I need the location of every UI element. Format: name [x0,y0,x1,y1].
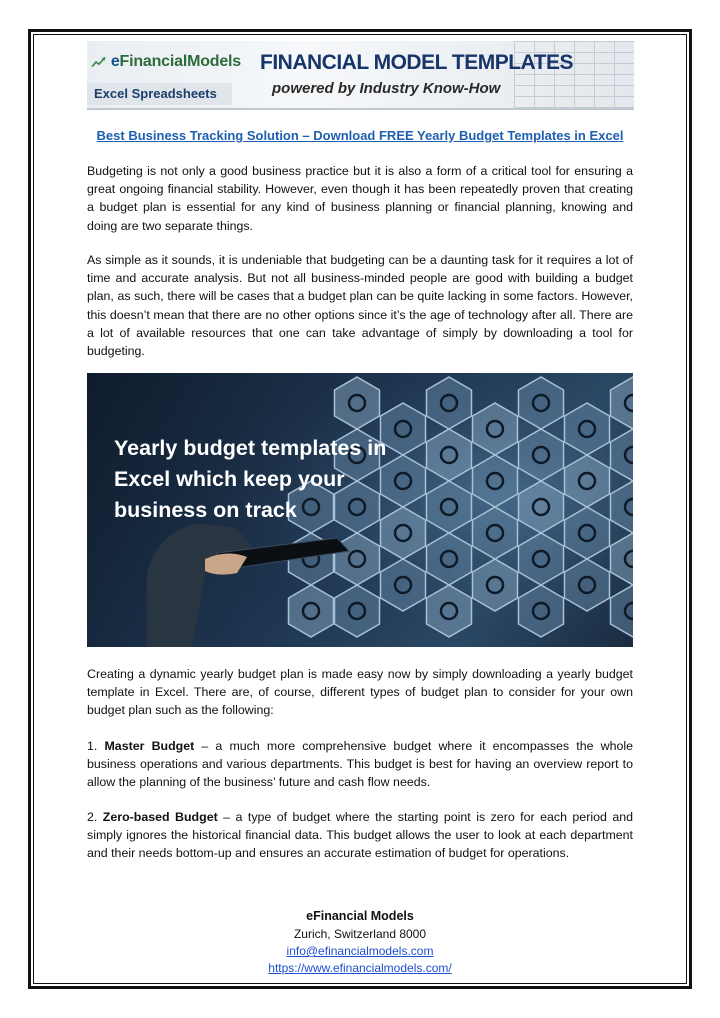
banner-title: FINANCIAL MODEL TEMPLATES [260,51,573,74]
hero-image [87,373,633,647]
paragraph-resources: As simple as it sounds, it is undeniable that budgeting can be a daunting task for it requires a lot of time and accurate analysis. But not all business-minded people are good with building a budget plan, as such, there will be cases that a budget plan can be quite lacking in some factors. However, this doesn’t mean that there are no other options since it’s the age of technology after all. There are a lot of available resources that one can take advantage of simply by downloading a tool for budgeting. [87,253,633,359]
footer-website-link[interactable]: https://www.efinancialmodels.com/ [268,961,452,975]
list-number: 1. [87,739,105,753]
chart-arrow-icon [91,50,107,74]
footer-address: Zurich, Switzerland 8000 [293,927,427,941]
zero-based-budget-description: – a type of budget where the starting point is zero for each period and simply ignores the historical financial data. This budget allows the user to look at each department and their needs bottom-up and ensures an accurate estimation of budget for operations. [87,810,633,861]
list-number: 2. [87,810,103,824]
master-budget-description: – a much more comprehensive budget where it encompasses the whole business operations and various departments. This budget is best for having an overview report to allow the planning of the business’ future and cash flow needs. [87,739,634,790]
banner-tagline: powered by Industry Know-How [272,80,501,97]
term-master-budget: Master Budget [104,739,195,753]
hero-caption: Yearly budget templates in Excel which keep your business on track [114,436,387,522]
logo-name: FinancialModels [119,53,241,70]
banner-subtitle: Excel Spreadsheets [87,83,232,105]
paragraph-budget-types: Creating a dynamic yearly budget plan is made easy now by simply downloading a yearly budget template in Excel. There are, of course, different types of budget plan to consider for your own budget plan such as the following: [87,667,633,718]
paragraph-intro: Budgeting is not only a good business practice but it is also a form of a critical tool for ensuring a great ongoing financial stability. However, even though it has been repeatedly proven that creating a budget plan is essential for any kind of business planning or financial planning, knowing and doing are two separate things. [87,164,633,233]
term-zero-based-budget: Zero-based Budget [102,810,218,824]
article-heading[interactable]: Best Business Tracking Solution – Download FREE Yearly Budget Templates in Excel [96,128,624,143]
footer-company: eFinancial Models [306,909,414,923]
paragraph-master-budget [87,737,633,792]
footer-email-link[interactable]: info@efinancialmodels.com [286,944,434,958]
paragraph-zero-based-budget [87,808,633,863]
efinancialmodels-logo [91,47,241,77]
header-banner[interactable] [87,41,634,110]
logo-prefix: e [110,53,120,70]
